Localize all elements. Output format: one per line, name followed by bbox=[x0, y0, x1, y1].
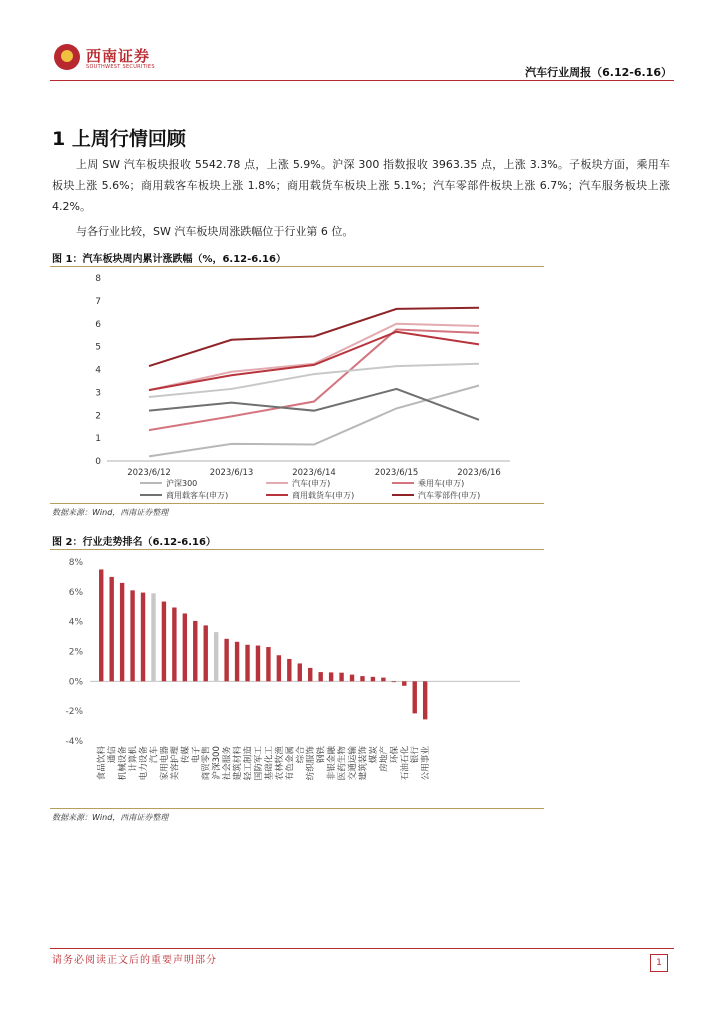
x-category-label: 建筑材料 bbox=[233, 746, 244, 781]
logo-emblem-icon bbox=[54, 44, 80, 70]
x-category-label: 建筑装饰 bbox=[358, 746, 369, 781]
x-category-label: 传媒 bbox=[180, 746, 191, 764]
x-category-label: 非银金融 bbox=[327, 746, 338, 781]
x-category-label: 石油石化 bbox=[400, 746, 411, 781]
bar bbox=[287, 659, 291, 681]
y-tick-label: 8 bbox=[95, 274, 101, 284]
x-category-label: 轻工制造 bbox=[243, 746, 254, 781]
figure2-rule bbox=[50, 549, 544, 550]
legend-label: 汽车(申万) bbox=[292, 479, 331, 488]
legend-label: 汽车零部件(申万) bbox=[418, 491, 481, 500]
bar bbox=[371, 677, 375, 681]
bar bbox=[381, 678, 385, 682]
y-tick-label: 5 bbox=[95, 342, 101, 353]
company-logo bbox=[54, 44, 214, 74]
x-category-label: 家用电器 bbox=[159, 746, 170, 781]
figure1-source: 数据来源：Wind，西南证券整理 bbox=[52, 508, 169, 517]
x-category-label: 交通运输 bbox=[348, 746, 359, 781]
bar bbox=[172, 607, 176, 681]
footer-divider bbox=[50, 948, 674, 949]
logo-subtext: SOUTHWEST SECURITIES bbox=[86, 64, 155, 70]
paragraph-industry-rank: 与各行业比较，SW 汽车板块周涨跌幅位于行业第 6 位。 bbox=[76, 225, 354, 238]
line-chart bbox=[50, 270, 544, 502]
x-category-label: 电力设备 bbox=[139, 746, 150, 781]
bar bbox=[308, 668, 312, 681]
bar bbox=[266, 647, 270, 681]
figure1-title: 图 1：汽车板块周内累计涨跌幅（%，6.12-6.16） bbox=[52, 254, 286, 265]
bar bbox=[256, 646, 260, 682]
bar bbox=[329, 672, 333, 681]
x-category-label: 银行 bbox=[410, 746, 421, 764]
figure2-title: 图 2：行业走势排名（6.12-6.16） bbox=[52, 537, 216, 548]
series-line bbox=[149, 324, 479, 390]
x-category-label: 医药生物 bbox=[337, 746, 348, 781]
x-tick-label: 2023/6/15 bbox=[374, 468, 419, 478]
bar bbox=[318, 672, 322, 681]
x-category-label: 公用事业 bbox=[421, 746, 432, 781]
report-title: 汽车行业周报（6.12-6.16） bbox=[525, 66, 672, 79]
header-divider bbox=[50, 80, 674, 81]
bar bbox=[423, 681, 427, 719]
bar bbox=[120, 583, 124, 681]
figure2-source: 数据来源：Wind，西南证券整理 bbox=[52, 813, 169, 822]
figure2-bottom-rule bbox=[50, 808, 544, 809]
x-category-label: 食品饮料 bbox=[97, 746, 108, 781]
footer-disclaimer: 请务必阅读正文后的重要声明部分 bbox=[52, 955, 217, 966]
x-category-label: 纺织服饰 bbox=[306, 746, 317, 781]
bar bbox=[99, 569, 103, 681]
bar bbox=[245, 645, 249, 682]
bar bbox=[130, 590, 134, 681]
y-tick-label: 7 bbox=[95, 296, 101, 307]
bar bbox=[402, 681, 406, 685]
x-category-label: 美容护理 bbox=[170, 746, 181, 781]
y-tick-label: 8% bbox=[68, 558, 83, 568]
y-tick-label: 1 bbox=[95, 434, 101, 445]
bar bbox=[360, 676, 364, 681]
legend-label: 商用载货车(申万) bbox=[292, 491, 355, 500]
bar bbox=[141, 593, 145, 682]
bar bbox=[151, 593, 155, 681]
x-category-label: 商贸零售 bbox=[201, 746, 212, 781]
y-tick-label: -4% bbox=[65, 737, 83, 747]
y-tick-label: 6 bbox=[95, 319, 101, 330]
y-tick-label: 0 bbox=[95, 457, 101, 467]
legend-label: 沪深300 bbox=[166, 479, 198, 488]
x-tick-label: 2023/6/12 bbox=[127, 468, 171, 478]
x-category-label: 钢铁 bbox=[316, 746, 327, 764]
x-category-label: 机械设备 bbox=[118, 746, 129, 781]
bar-chart bbox=[50, 552, 544, 807]
y-tick-label: 2 bbox=[95, 411, 101, 422]
bar bbox=[235, 642, 239, 682]
logo-text: 西南证券 bbox=[86, 47, 151, 65]
bar bbox=[109, 577, 113, 681]
bar bbox=[162, 602, 166, 682]
bar bbox=[277, 655, 281, 681]
series-line bbox=[149, 332, 479, 390]
x-category-label: 通信 bbox=[107, 746, 118, 764]
x-tick-label: 2023/6/16 bbox=[457, 468, 501, 478]
bar bbox=[392, 681, 396, 682]
paragraph-market-review: 上周 SW 汽车板块报收 5542.78 点，上涨 5.9%。沪深 300 指数报收 3963.35 点，上涨 3.3%。子板块方面，乘用车板块上涨 5.6%；商用载客车板块上涨 1.8%；商用载货车板块上涨 5.1%；汽车零部件板块上涨 6.7%；汽车服务板块上涨 4.2%。 bbox=[52, 158, 670, 213]
x-tick-label: 2023/6/13 bbox=[209, 468, 254, 478]
x-category-label: 沪深300 bbox=[212, 746, 223, 780]
bar bbox=[298, 663, 302, 681]
x-category-label: 汽车 bbox=[149, 746, 160, 764]
x-category-label: 农林牧渔 bbox=[274, 746, 285, 781]
y-tick-label: 3 bbox=[95, 388, 101, 399]
page-number: 1 bbox=[650, 954, 668, 972]
bar bbox=[339, 673, 343, 682]
x-tick-label: 2023/6/14 bbox=[292, 468, 336, 478]
x-category-label: 电子 bbox=[191, 746, 202, 764]
x-category-label: 煤炭 bbox=[368, 746, 379, 764]
x-category-label: 环保 bbox=[389, 746, 400, 764]
figure1-rule bbox=[50, 266, 544, 267]
bar bbox=[350, 675, 354, 682]
x-category-label: 房地产 bbox=[379, 746, 390, 772]
y-tick-label: -2% bbox=[65, 707, 83, 718]
section-title: 1 上周行情回顾 bbox=[52, 128, 186, 150]
x-category-label: 国防军工 bbox=[253, 746, 264, 781]
bar bbox=[193, 621, 197, 681]
y-tick-label: 4 bbox=[95, 365, 101, 376]
y-tick-label: 4% bbox=[68, 617, 83, 628]
y-tick-label: 0% bbox=[68, 677, 83, 688]
figure1-bottom-rule bbox=[50, 503, 544, 504]
x-category-label: 基础化工 bbox=[264, 746, 275, 781]
series-line bbox=[149, 389, 479, 420]
bar bbox=[204, 625, 208, 681]
bar bbox=[183, 613, 187, 681]
bar bbox=[214, 632, 218, 681]
x-category-label: 社会服务 bbox=[222, 746, 233, 781]
bar bbox=[224, 639, 228, 682]
legend-label: 商用载客车(申万) bbox=[166, 491, 229, 500]
y-tick-label: 2% bbox=[68, 647, 83, 658]
x-category-label: 综合 bbox=[295, 746, 306, 764]
y-tick-label: 6% bbox=[68, 587, 83, 598]
legend-label: 乘用车(申万) bbox=[418, 479, 465, 488]
bar bbox=[413, 681, 417, 713]
x-category-label: 有色金属 bbox=[285, 746, 296, 781]
x-category-label: 计算机 bbox=[128, 746, 139, 772]
